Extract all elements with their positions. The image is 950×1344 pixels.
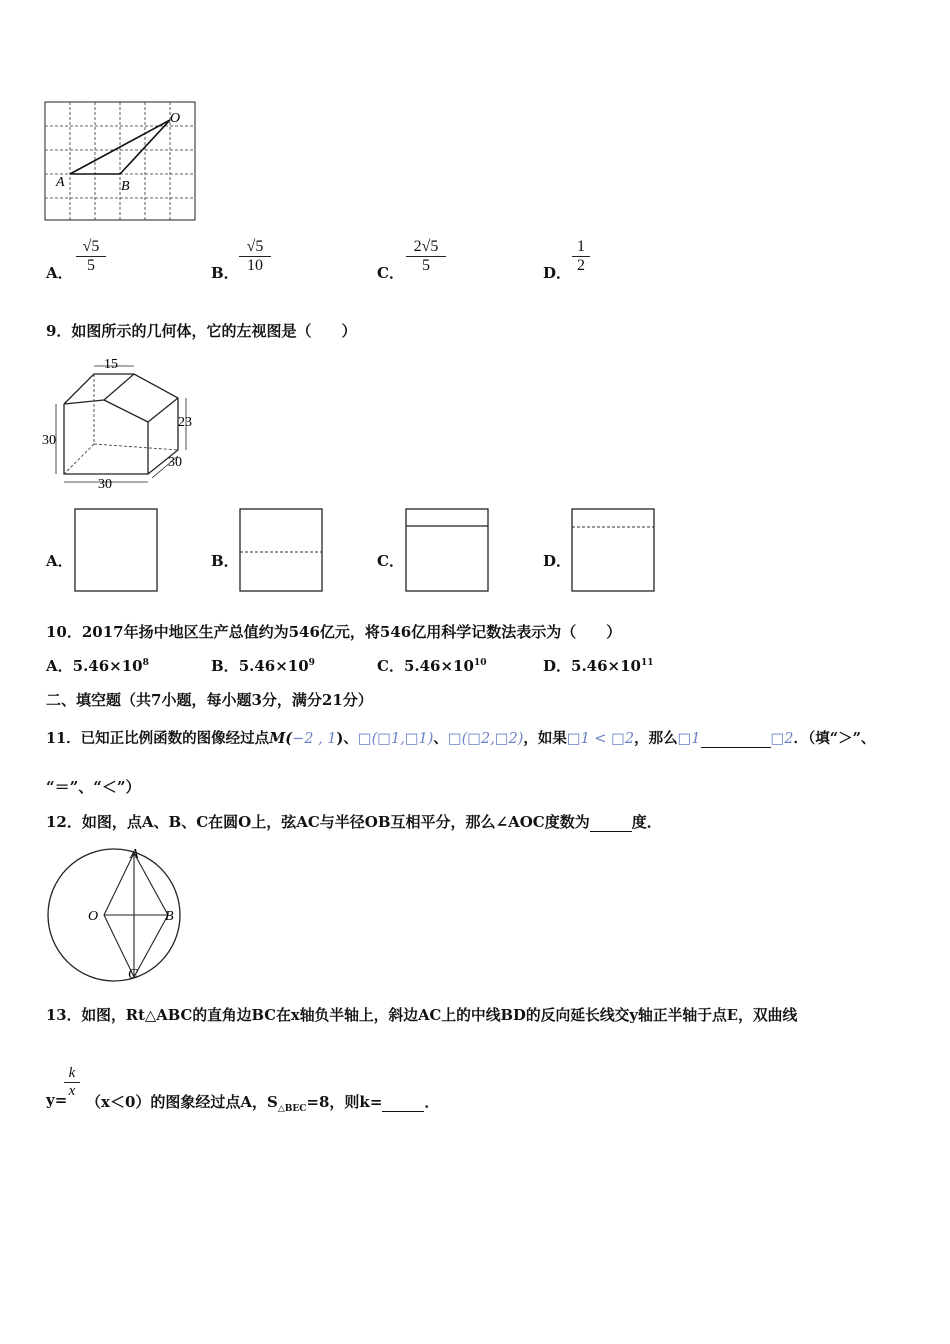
q11-line2: “＝”、“＜”）	[46, 778, 141, 796]
q8-label-a: A	[56, 175, 65, 190]
q13-sub: △BEC	[277, 1104, 307, 1114]
q9-solid-figure	[42, 352, 212, 494]
q9-option-c-letter[interactable]: C．	[377, 552, 404, 570]
q10-option-a[interactable]	[46, 655, 149, 676]
q13-k-over-x	[64, 1065, 80, 1100]
q10-option-b-base: 5.46×10	[238, 657, 309, 675]
q11-sep: 、	[433, 730, 448, 747]
q8-option-b-den: 10	[239, 256, 271, 275]
q12-text-after: 度．	[631, 813, 662, 831]
q10-option-a-base: 5.46×10	[72, 657, 143, 675]
q9-option-b-figure[interactable]	[239, 508, 325, 594]
q10-option-c-letter: C．	[377, 657, 404, 675]
q8-option-a-num: √5	[82, 238, 100, 255]
q9-dim-bottom: 30	[98, 477, 112, 492]
q11-close-paren: )、	[336, 730, 358, 747]
q8-option-c-num: 2√5	[413, 238, 439, 255]
q8-grid-figure	[44, 100, 198, 224]
q12-circle-figure	[42, 844, 188, 984]
q13-cond: （x＜0）的图象经过点A，S	[86, 1093, 278, 1111]
q13-answer-blank[interactable]	[382, 1093, 424, 1112]
q10-option-c[interactable]	[377, 655, 486, 676]
q10-text: 10．2017年扬中地区生产总值约为546亿元，将546亿用科学记数法表示为（ ）	[46, 623, 622, 641]
q9-option-d-letter[interactable]: D．	[543, 552, 572, 570]
q12-text-before: 12．如图，点A、B、C在圆O上，弦AC与半径OB互相平分，那么∠AOC度数为	[46, 813, 590, 831]
q8-option-b-fraction	[239, 238, 271, 275]
q13-condition-line	[86, 1091, 439, 1114]
q13-y-eq: y=	[46, 1091, 68, 1109]
q8-option-a-den: 5	[76, 256, 106, 275]
q10-option-c-base: 5.46×10	[403, 657, 474, 675]
q11-answer-blank[interactable]	[701, 730, 771, 748]
section-2-heading: 二、填空题（共7小题，每小题3分，满分21分）	[46, 691, 373, 709]
q9-dim-left: 30	[42, 433, 56, 448]
q11-line1	[46, 727, 875, 748]
q9-dim-top: 15	[104, 357, 118, 372]
q12-label-a: A	[130, 847, 139, 862]
q8-option-d-letter[interactable]: D．	[543, 264, 572, 282]
q8-option-a-letter[interactable]: A．	[46, 264, 73, 282]
q12-label-c: C	[128, 967, 138, 982]
q9-option-b-letter[interactable]: B．	[211, 552, 239, 570]
q10-option-d-letter: D．	[543, 657, 572, 675]
q10-option-c-exp: 10	[473, 658, 487, 668]
q13-k: k	[68, 1065, 76, 1081]
q10-option-d-base: 5.46×10	[571, 657, 641, 675]
q8-option-c-letter[interactable]: C．	[377, 264, 404, 282]
q11-then: ，那么	[634, 730, 678, 747]
q11-answer-left: □1	[677, 731, 701, 747]
q8-option-a-fraction	[76, 238, 106, 275]
q11-condition: □1 < □2	[566, 731, 635, 747]
q9-dim-depth: 30	[168, 455, 182, 470]
q9-option-a-figure[interactable]	[74, 508, 160, 594]
q9-text: 9．如图所示的几何体，它的左视图是（ ）	[46, 322, 357, 340]
q12-label-b: B	[165, 909, 174, 924]
q13-text: 13．如图，Rt△ABC的直角边BC在x轴负半轴上，斜边AC上的中线BD的反向延长线交y轴正半轴于点E，双曲线	[46, 1007, 798, 1024]
q11-tail: ．（填“＞”、	[793, 730, 876, 747]
q9-dim-right: 23	[178, 415, 192, 430]
q12-line	[46, 811, 662, 832]
q11-answer-right: □2	[770, 731, 794, 747]
q11-point-1: □(□1,□1)	[357, 731, 434, 747]
q11-point-m: M(	[269, 730, 293, 747]
q12-answer-blank[interactable]	[590, 813, 632, 832]
q10-option-a-letter: A．	[46, 657, 73, 675]
q11-mid: ，如果	[523, 730, 567, 747]
q13-x: x	[64, 1082, 80, 1100]
q8-option-b-num: √5	[246, 238, 264, 255]
q10-option-b-exp: 9	[308, 658, 315, 668]
q9-option-d-figure[interactable]	[571, 508, 657, 594]
q11-point-2: □(□2,□2)	[447, 731, 524, 747]
q10-option-d-exp: 11	[641, 658, 654, 668]
q10-option-d[interactable]	[543, 655, 654, 676]
q8-label-o: O	[170, 111, 181, 126]
q10-option-a-exp: 8	[142, 658, 149, 668]
q9-option-c-figure[interactable]	[405, 508, 491, 594]
q9-option-a-letter[interactable]: A．	[46, 552, 73, 570]
q10-option-b[interactable]	[211, 655, 315, 676]
q8-option-d-num: 1	[577, 238, 585, 255]
q11-prefix: 11．已知正比例函数的图像经过点	[46, 730, 270, 747]
q8-option-d-fraction	[572, 238, 590, 275]
q8-option-c-den: 5	[406, 256, 446, 275]
q8-option-c-fraction	[406, 238, 446, 275]
q8-label-b: B	[121, 179, 130, 194]
q12-label-o: O	[88, 909, 99, 924]
q13-tail: =8，则k=	[306, 1093, 383, 1111]
q11-m-coord: −2 , 1	[292, 731, 337, 747]
q13-end: ．	[424, 1093, 440, 1111]
q8-option-d-den: 2	[572, 256, 590, 275]
q10-option-b-letter: B．	[211, 657, 239, 675]
q8-option-b-letter[interactable]: B．	[211, 264, 239, 282]
